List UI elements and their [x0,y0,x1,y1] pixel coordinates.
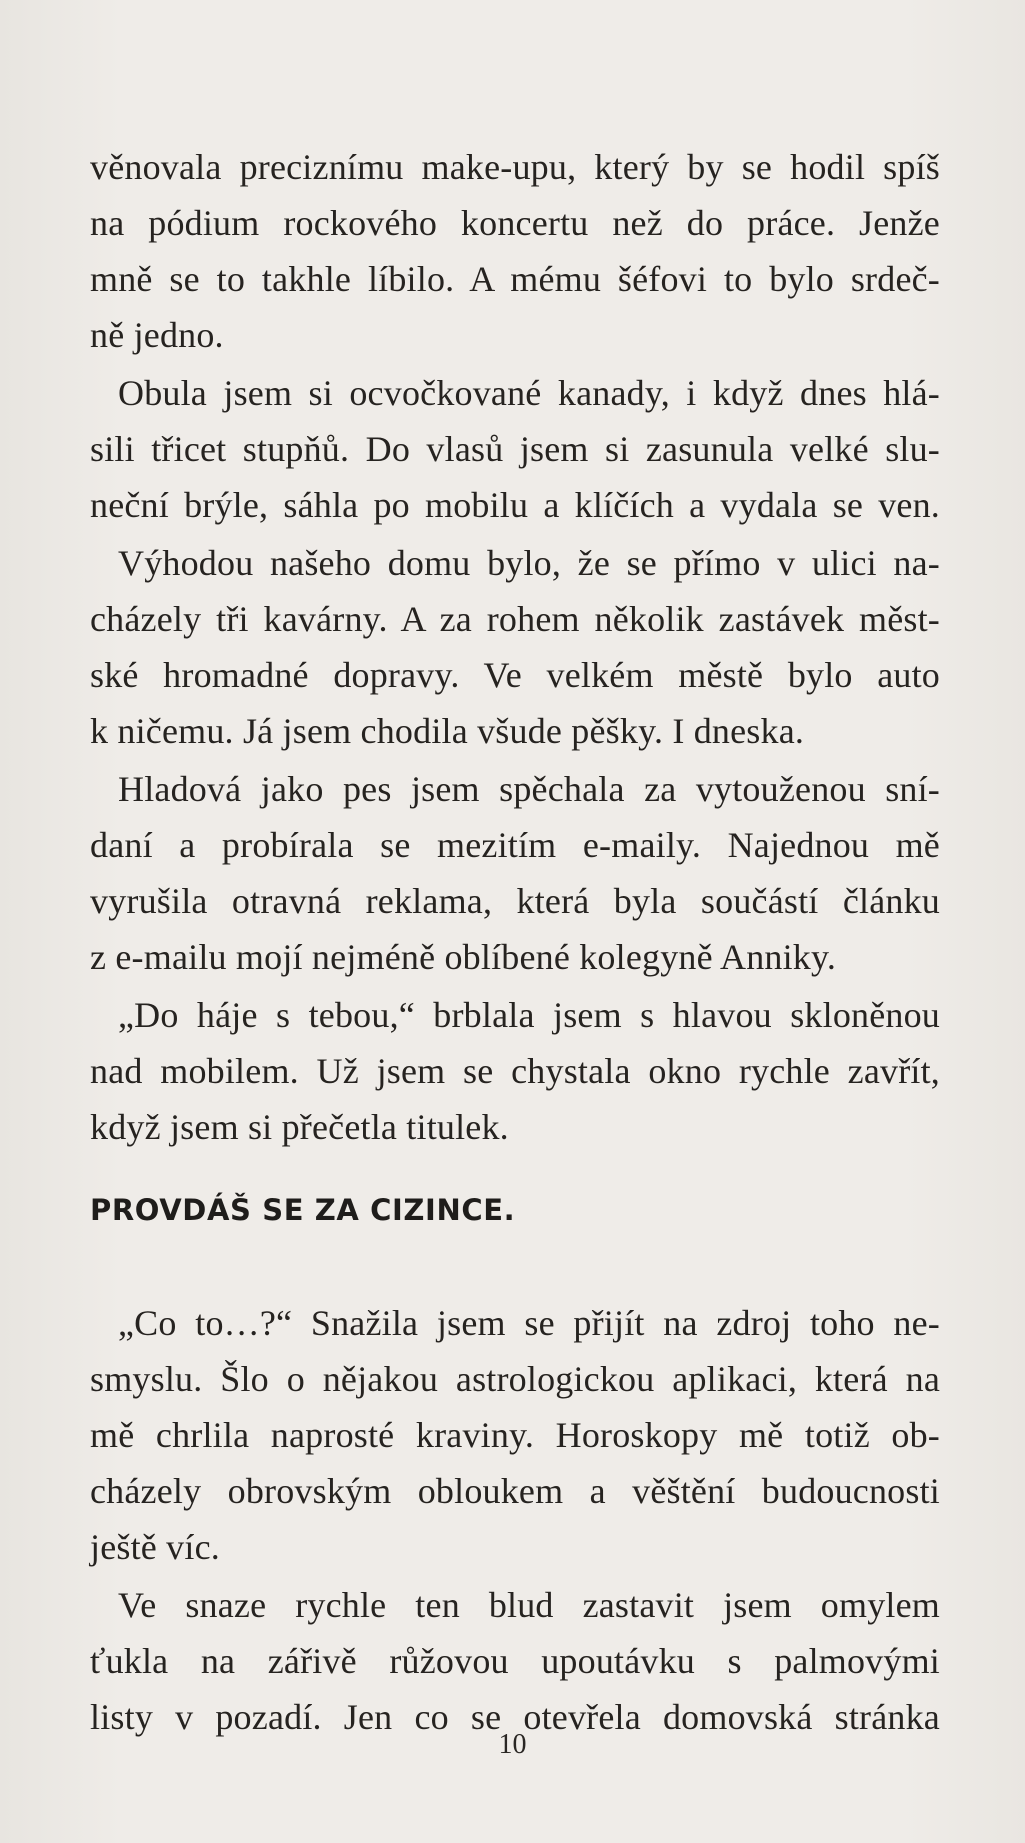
text-line: Výhodou našeho domu bylo, že se přímo v ulici na- [118,543,940,583]
text-line: Obula jsem si ocvočkované kanady, i když dnes hlá- [118,373,940,413]
text-line: „Do háje s tebou,“ brblala jsem s hlavou skloněnou [118,995,940,1035]
text-line: daní a probírala se mezitím e-maily. Najednou mě [90,825,940,865]
text-line: cházely tři kavárny. A za rohem několik zastávek měst- [90,599,940,639]
text-line: z e-mailu mojí nejméně oblíbené kolegyně Anniky. [90,937,837,977]
text-line: ještě víc. [90,1527,220,1567]
text-line: na pódium rockového koncertu než do práce. Jenže [90,203,940,243]
page-number: 10 [498,1729,527,1760]
text-line: listy v pozadí. Jen co se otevřela domovská stránka [90,1697,940,1737]
text-line: věnovala preciznímu make-upu, který by se hodil spíš [90,147,940,187]
section-heading: PROVDÁŠ SE ZA CIZINCE. [90,1193,516,1227]
text-line: smyslu. Šlo o nějakou astrologickou aplikaci, která na [90,1359,940,1399]
text-line: Hladová jako pes jsem spěchala za vytouženou sní- [118,769,940,809]
text-line: ské hromadné dopravy. Ve velkém městě bylo auto [90,655,940,695]
text-line: sili třicet stupňů. Do vlasů jsem si zasunula velké slu- [90,429,940,469]
text-line: mě chrlila naprosté kraviny. Horoskopy mě totiž ob- [90,1415,940,1455]
text-line: ně jedno. [90,315,224,355]
text-line: „Co to…?“ Snažila jsem se přijít na zdroj toho ne- [118,1303,940,1343]
text-line: k ničemu. Já jsem chodila všude pěšky. I dneska. [90,711,805,751]
text-line: Ve snaze rychle ten blud zastavit jsem omylem [118,1585,940,1625]
text-line: ťukla na zářivě růžovou upoutávku s palmovými [90,1641,940,1681]
text-line: mně se to takhle líbilo. A mému šéfovi to bylo srdeč- [90,259,940,299]
text-line: nad mobilem. Už jsem se chystala okno rychle zavřít, [90,1051,940,1091]
text-line: cházely obrovským obloukem a věštění budoucnosti [90,1471,940,1511]
text-line: vyrušila otravná reklama, která byla součástí článku [90,881,940,921]
text-line: když jsem si přečetla titulek. [90,1107,509,1147]
text-line: neční brýle, sáhla po mobilu a klíčích a vydala se ven. [90,485,940,525]
